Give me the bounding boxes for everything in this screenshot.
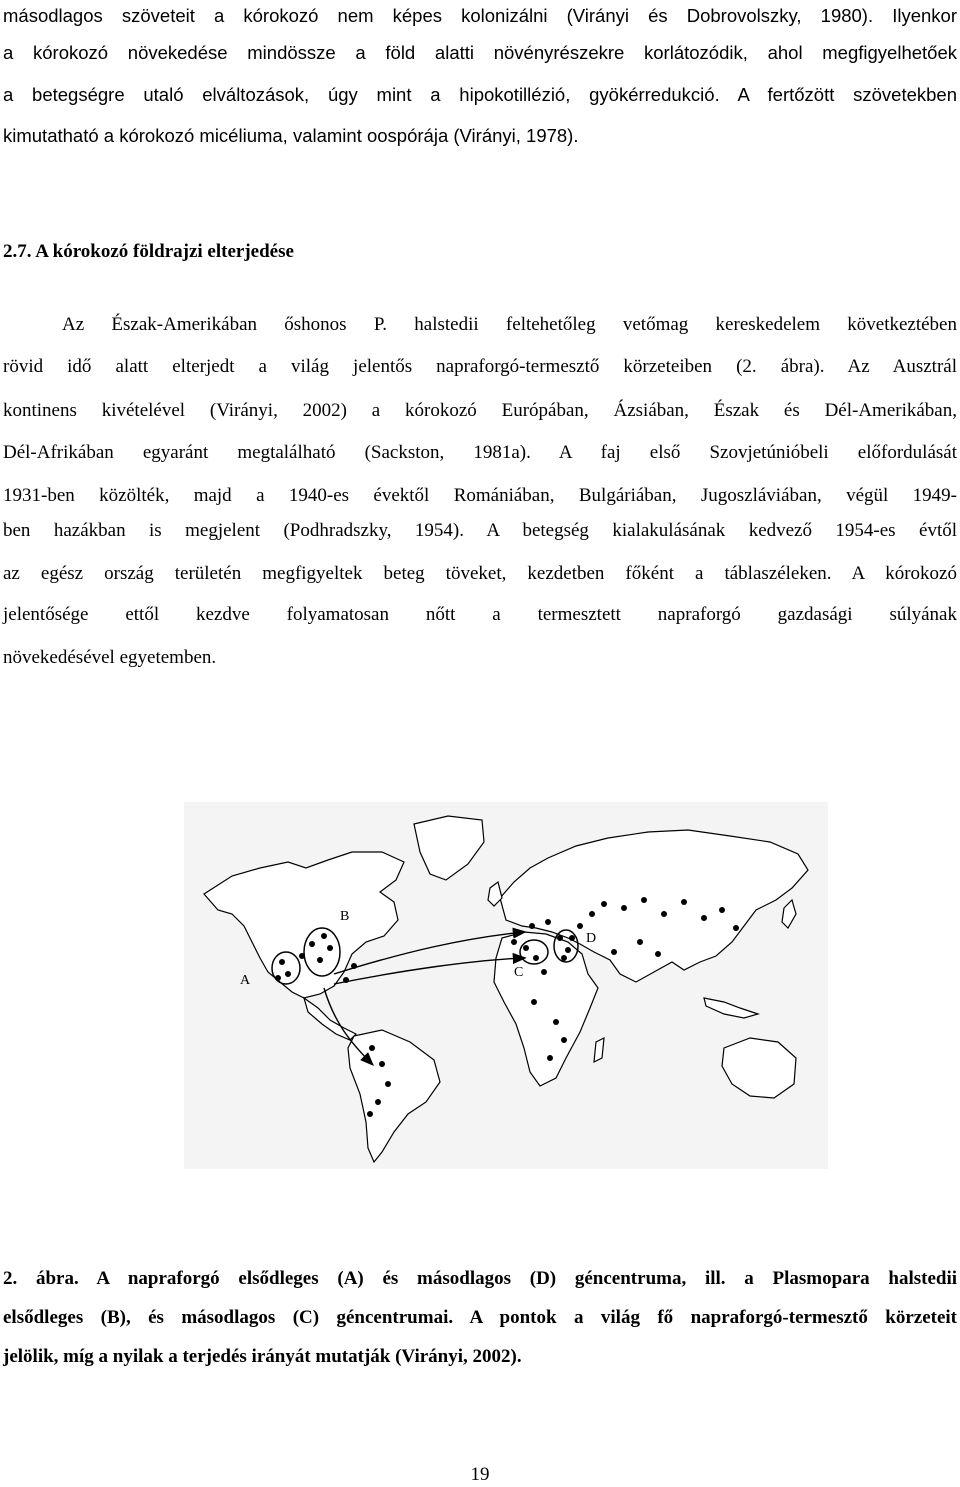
map-label-b: B (340, 909, 350, 924)
british-isles-outline (488, 882, 502, 906)
map-label-c: C (514, 965, 524, 980)
indonesia-outline (704, 998, 758, 1018)
caption-line-2: elsődleges (B), és másodlagos (C) géncentrumai. A pontok a világ fő napraforgó-termesztő körzeteit (3, 1307, 957, 1328)
map-label-a: A (240, 973, 251, 988)
body-line-6: ben hazákban is megjelent (Podhradszky, 1954). A betegség kialakulásának kedvező 1954-es évtől (3, 520, 957, 541)
body-line-9: növekedésével egyetemben. (3, 647, 217, 668)
body-line-7: az egész ország területén megfigyeltek beteg töveket, kezdetben főként a táblaszéleken. A kórokozó (3, 563, 957, 584)
intro-line-3: a betegségre utaló elváltozások, úgy mint a hipokotillézió, gyökérredukció. A fertőzött szövetekben (3, 84, 957, 105)
africa-outline (494, 932, 598, 1086)
australia-outline (722, 1038, 796, 1098)
page-number: 19 (470, 1464, 490, 1485)
intro-line-1: másodlagos szöveteit a kórokozó nem képes kolonizálni (Virányi és Dobrovolszky, 1980). Ilyenkor (3, 5, 957, 26)
body-line-8: jelentősége ettől kezdve folyamatosan nőtt a termesztett napraforgó gazdasági súlyának (3, 604, 957, 625)
body-line-4: Dél-Afrikában egyaránt megtalálható (Sackston, 1981a). A faj első Szovjetúnióbeli előfordulását (3, 442, 957, 463)
map-label-d: D (586, 931, 597, 946)
section-heading: 2.7. A kórokozó földrajzi elterjedése (3, 241, 294, 262)
body-line-1: Az Észak-Amerikában őshonos P. halstedii feltehetőleg vetőmag kereskedelem következtében (62, 314, 957, 335)
intro-line-2: a kórokozó növekedése mindössze a föld alatti növényrészekre korlátozódik, ahol megfigyelhetőek (3, 42, 957, 63)
madagascar-outline (594, 1038, 604, 1062)
intro-line-4: kimutatható a kórokozó micéliuma, valamint oospórája (Virányi, 1978). (3, 125, 579, 146)
caption-line-1: 2. ábra. A napraforgó elsődleges (A) és másodlagos (D) géncentruma, ill. a Plasmopara halstedii (3, 1268, 957, 1289)
world-map-figure (184, 802, 828, 1169)
caption-line-3: jelölik, míg a nyilak a terjedés irányát mutatják (Virányi, 2002). (3, 1346, 522, 1367)
body-line-3: kontinens kivételével (Virányi, 2002) a kórokozó Európában, Ázsiában, Észak és Dél-Amerikában, (3, 400, 957, 421)
japan-outline (782, 900, 796, 928)
body-line-2: rövid idő alatt elterjedt a világ jelentős napraforgó-termesztő körzeteiben (2. ábra). Az Ausztrál (3, 356, 957, 377)
greenland-outline (414, 816, 484, 880)
body-line-5: 1931-ben közölték, majd a 1940-es évektől Romániában, Bulgáriában, Jugoszláviában, végül 1949- (3, 485, 957, 506)
world-map-svg (184, 802, 828, 1169)
south-america-outline (348, 1030, 440, 1162)
